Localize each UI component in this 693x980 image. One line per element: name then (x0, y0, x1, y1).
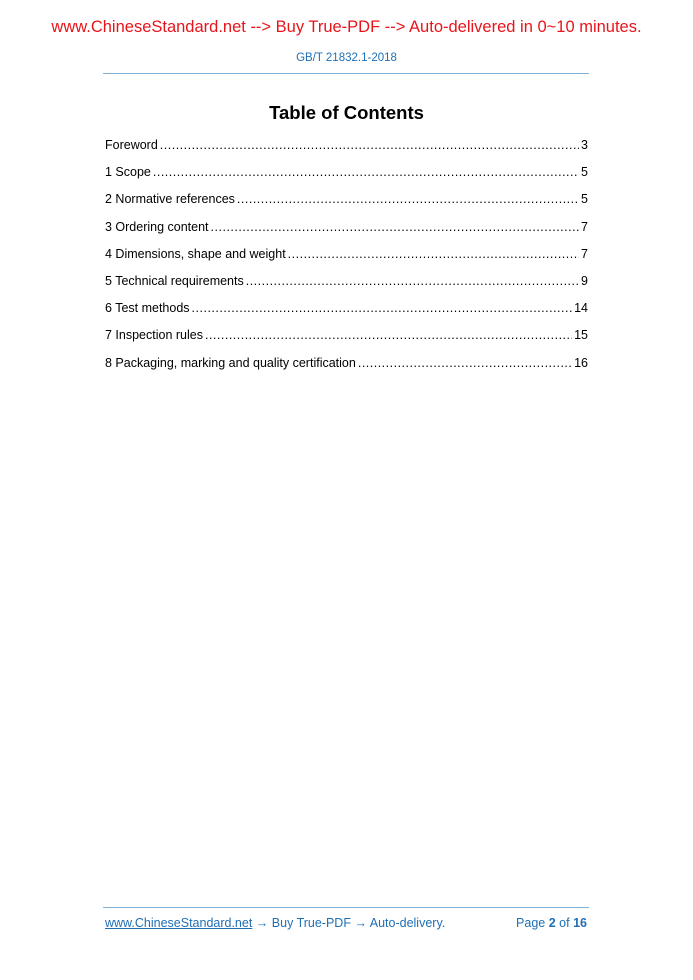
toc-entry-foreword[interactable] (105, 137, 588, 164)
toc-entry-page: 7 (581, 219, 588, 234)
toc-entry-label: 3 Ordering content (105, 219, 209, 234)
header-divider (103, 73, 589, 74)
toc-entry-technical-requirements[interactable] (105, 273, 588, 300)
toc-entry-page: 9 (581, 273, 588, 288)
toc-entry-page: 5 (581, 192, 588, 207)
footer-delivery-text: Auto-delivery. (369, 916, 446, 930)
toc-entry-label: 5 Technical requirements (105, 273, 244, 288)
promo-banner[interactable]: www.ChineseStandard.net --> Buy True-PDF --> Auto-delivered in 0~10 minutes. (51, 18, 642, 36)
footer-buy-text: Buy True-PDF (271, 916, 351, 930)
toc-title: Table of Contents (269, 102, 424, 123)
toc-entry-page: 15 (574, 328, 588, 343)
dot-leader (160, 137, 579, 153)
toc-entry-normative-references[interactable] (105, 191, 588, 218)
standard-code-header: GB/T 21832.1-2018 (296, 52, 397, 64)
toc-entry-inspection-rules[interactable] (105, 327, 588, 354)
current-page-number: 2 (548, 916, 556, 930)
toc-entry-label: 4 Dimensions, shape and weight (105, 246, 286, 261)
arrow-right-icon: → (255, 916, 269, 930)
footer-site-link[interactable]: www.ChineseStandard.net (105, 916, 253, 930)
dot-leader (288, 246, 579, 262)
toc-entry-packaging-marking[interactable] (105, 355, 588, 382)
arrow-right-icon: → (354, 916, 367, 930)
toc-entry-page: 16 (574, 355, 588, 370)
toc-entry-label: 8 Packaging, marking and quality certification (105, 355, 356, 370)
toc-entry-page: 14 (574, 301, 588, 316)
toc-entry-label: Foreword (105, 138, 158, 152)
dot-leader (205, 327, 572, 343)
dot-leader (153, 164, 579, 180)
page-counter (516, 916, 587, 930)
dot-leader (358, 355, 572, 371)
toc-entry-ordering-content[interactable] (105, 219, 588, 246)
toc-entry-label: 1 Scope (105, 165, 151, 180)
toc-entry-page: 7 (581, 246, 588, 261)
total-pages-number: 16 (573, 916, 587, 930)
dot-leader (237, 191, 579, 207)
toc-list (105, 137, 588, 382)
dot-leader (211, 219, 580, 235)
footer-promo (105, 916, 445, 930)
toc-entry-label: 7 Inspection rules (105, 328, 203, 343)
page-word: Page (516, 916, 546, 930)
dot-leader (192, 300, 573, 316)
toc-entry-scope[interactable] (105, 164, 588, 191)
toc-entry-page: 3 (581, 138, 588, 152)
dot-leader (246, 273, 579, 289)
toc-entry-page: 5 (581, 165, 588, 180)
of-word: of (559, 916, 570, 930)
toc-entry-label: 2 Normative references (105, 192, 235, 207)
toc-entry-test-methods[interactable] (105, 300, 588, 327)
footer-divider (103, 907, 589, 908)
toc-entry-label: 6 Test methods (105, 301, 190, 316)
toc-entry-dimensions-shape-weight[interactable] (105, 246, 588, 273)
